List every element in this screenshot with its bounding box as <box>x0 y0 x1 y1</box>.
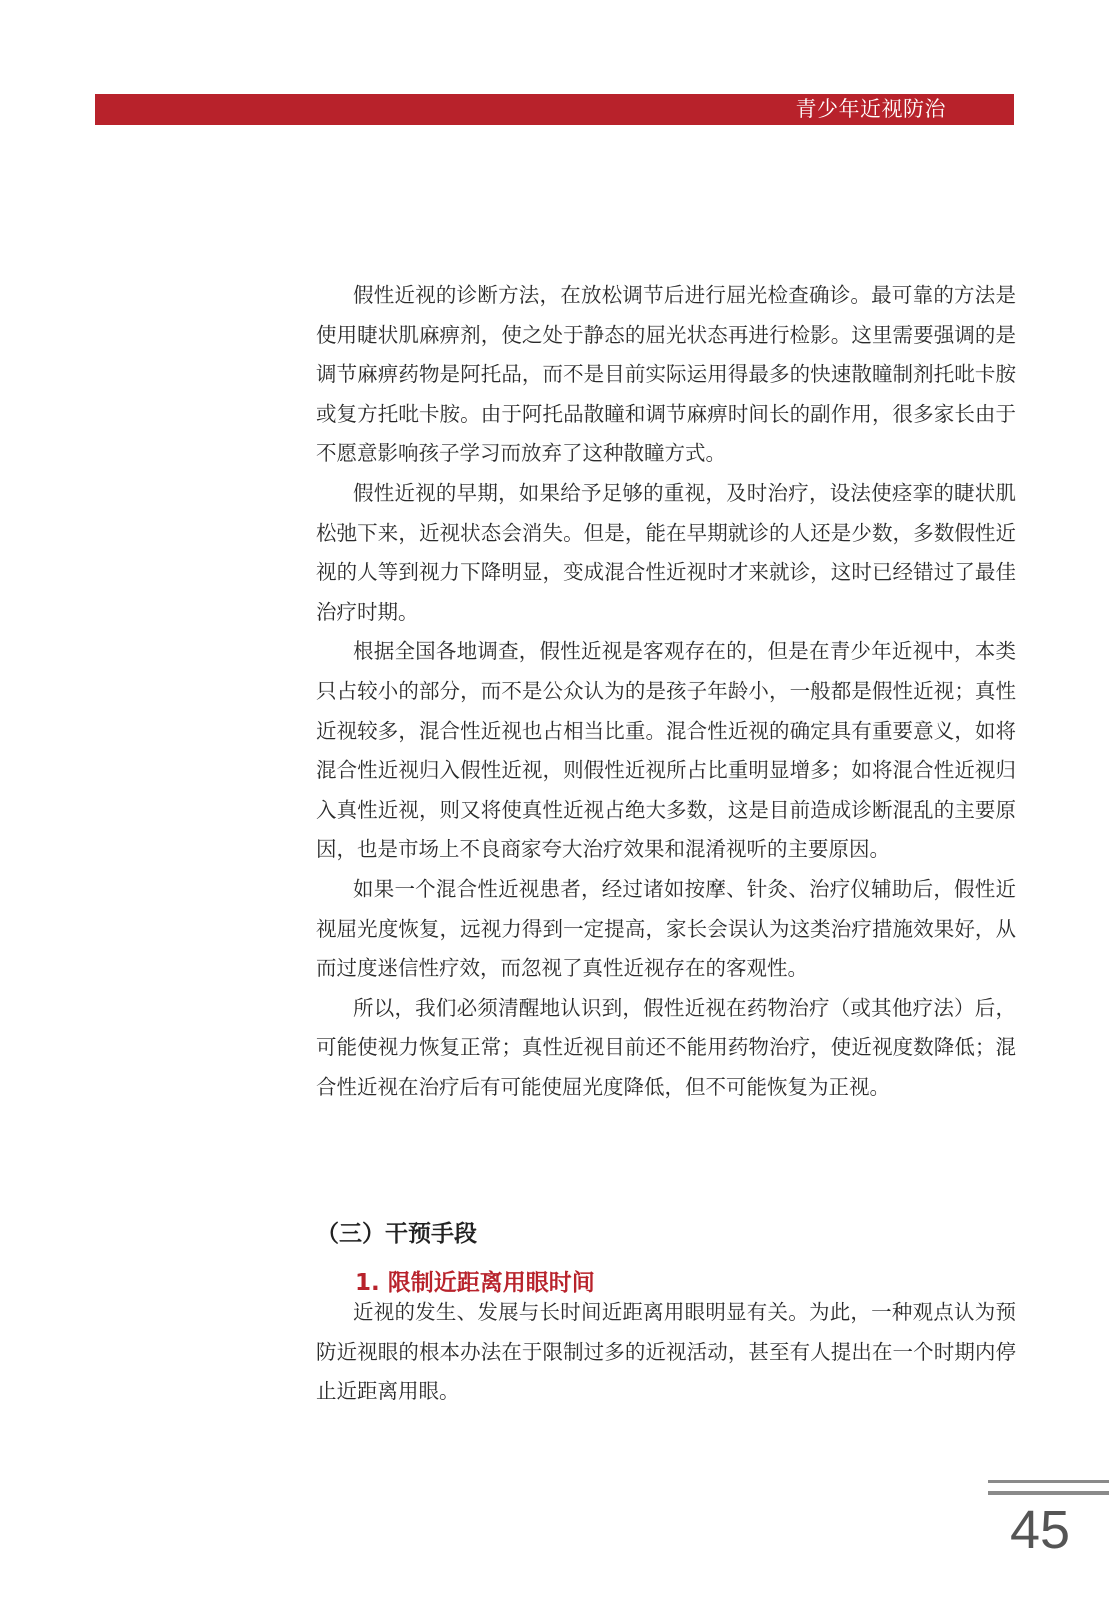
section-paragraph: 近视的发生、发展与长时间近距离用眼明显有关。为此，一种观点认为预防近视眼的根本办法在于限制过多的近视活动，甚至有人提出在一个时期内停止近距离用眼。 <box>316 1300 1016 1404</box>
body-paragraph: 假性近视的早期，如果给予足够的重视，及时治疗，设法使痉挛的睫状肌松弛下来，近视状态会消失。但是，能在早期就诊的人还是少数，多数假性近视的人等到视力下降明显，变成混合性近视时才来就诊，这时已经错过了最佳治疗时期。 <box>316 480 1016 624</box>
header-title: 青少年近视防治 <box>795 97 946 121</box>
main-body-text <box>316 276 1016 1107</box>
page-number: 45 <box>1010 1500 1071 1560</box>
body-paragraph: 假性近视的诊断方法，在放松调节后进行屈光检查确诊。最可靠的方法是使用睫状肌麻痹剂，使之处于静态的屈光状态再进行检影。这里需要强调的是调节麻痹药物是阿托品，而不是目前实际运用得最多的快速散瞳制剂托吡卡胺或复方托吡卡胺。由于阿托品散瞳和调节麻痹时间长的副作用，很多家长由于不愿意影响孩子学习而放弃了这种散瞳方式。 <box>316 283 1016 466</box>
body-paragraph: 如果一个混合性近视患者，经过诸如按摩、针灸、治疗仪辅助后，假性近视屈光度恢复，远视力得到一定提高，家长会误认为这类治疗措施效果好，从而过度迷信性疗效，而忽视了真性近视存在的客观性。 <box>316 876 1016 981</box>
body-paragraph: 所以，我们必须清醒地认识到，假性近视在药物治疗（或其他疗法）后，可能使视力恢复正常；真性近视目前还不能用药物治疗，使近视度数降低；混合性近视在治疗后有可能使屈光度降低，但不可能恢复为正视。 <box>316 995 1016 1099</box>
body-paragraph: 根据全国各地调查，假性近视是客观存在的，但是在青少年近视中，本类只占较小的部分，而不是公众认为的是孩子年龄小，一般都是假性近视；真性近视较多，混合性近视也占相当比重。混合性近视的确定具有重要意义，如将混合性近视归入假性近视，则假性近视所占比重明显增多；如将混合性近视归入真性近视，则又将使真性近视占绝大多数，这是目前造成诊断混乱的主要原因，也是市场上不良商家夸大治疗效果和混淆视听的主要原因。 <box>316 639 1016 862</box>
footer-rule-bottom <box>988 1491 1109 1495</box>
sub-heading: 1. 限制近距离用眼时间 <box>355 1270 595 1296</box>
section-heading: （三）干预手段 <box>316 1221 477 1247</box>
section-body-text <box>316 1293 1016 1412</box>
footer-rule-top <box>988 1480 1109 1483</box>
header-bar <box>95 94 1014 125</box>
